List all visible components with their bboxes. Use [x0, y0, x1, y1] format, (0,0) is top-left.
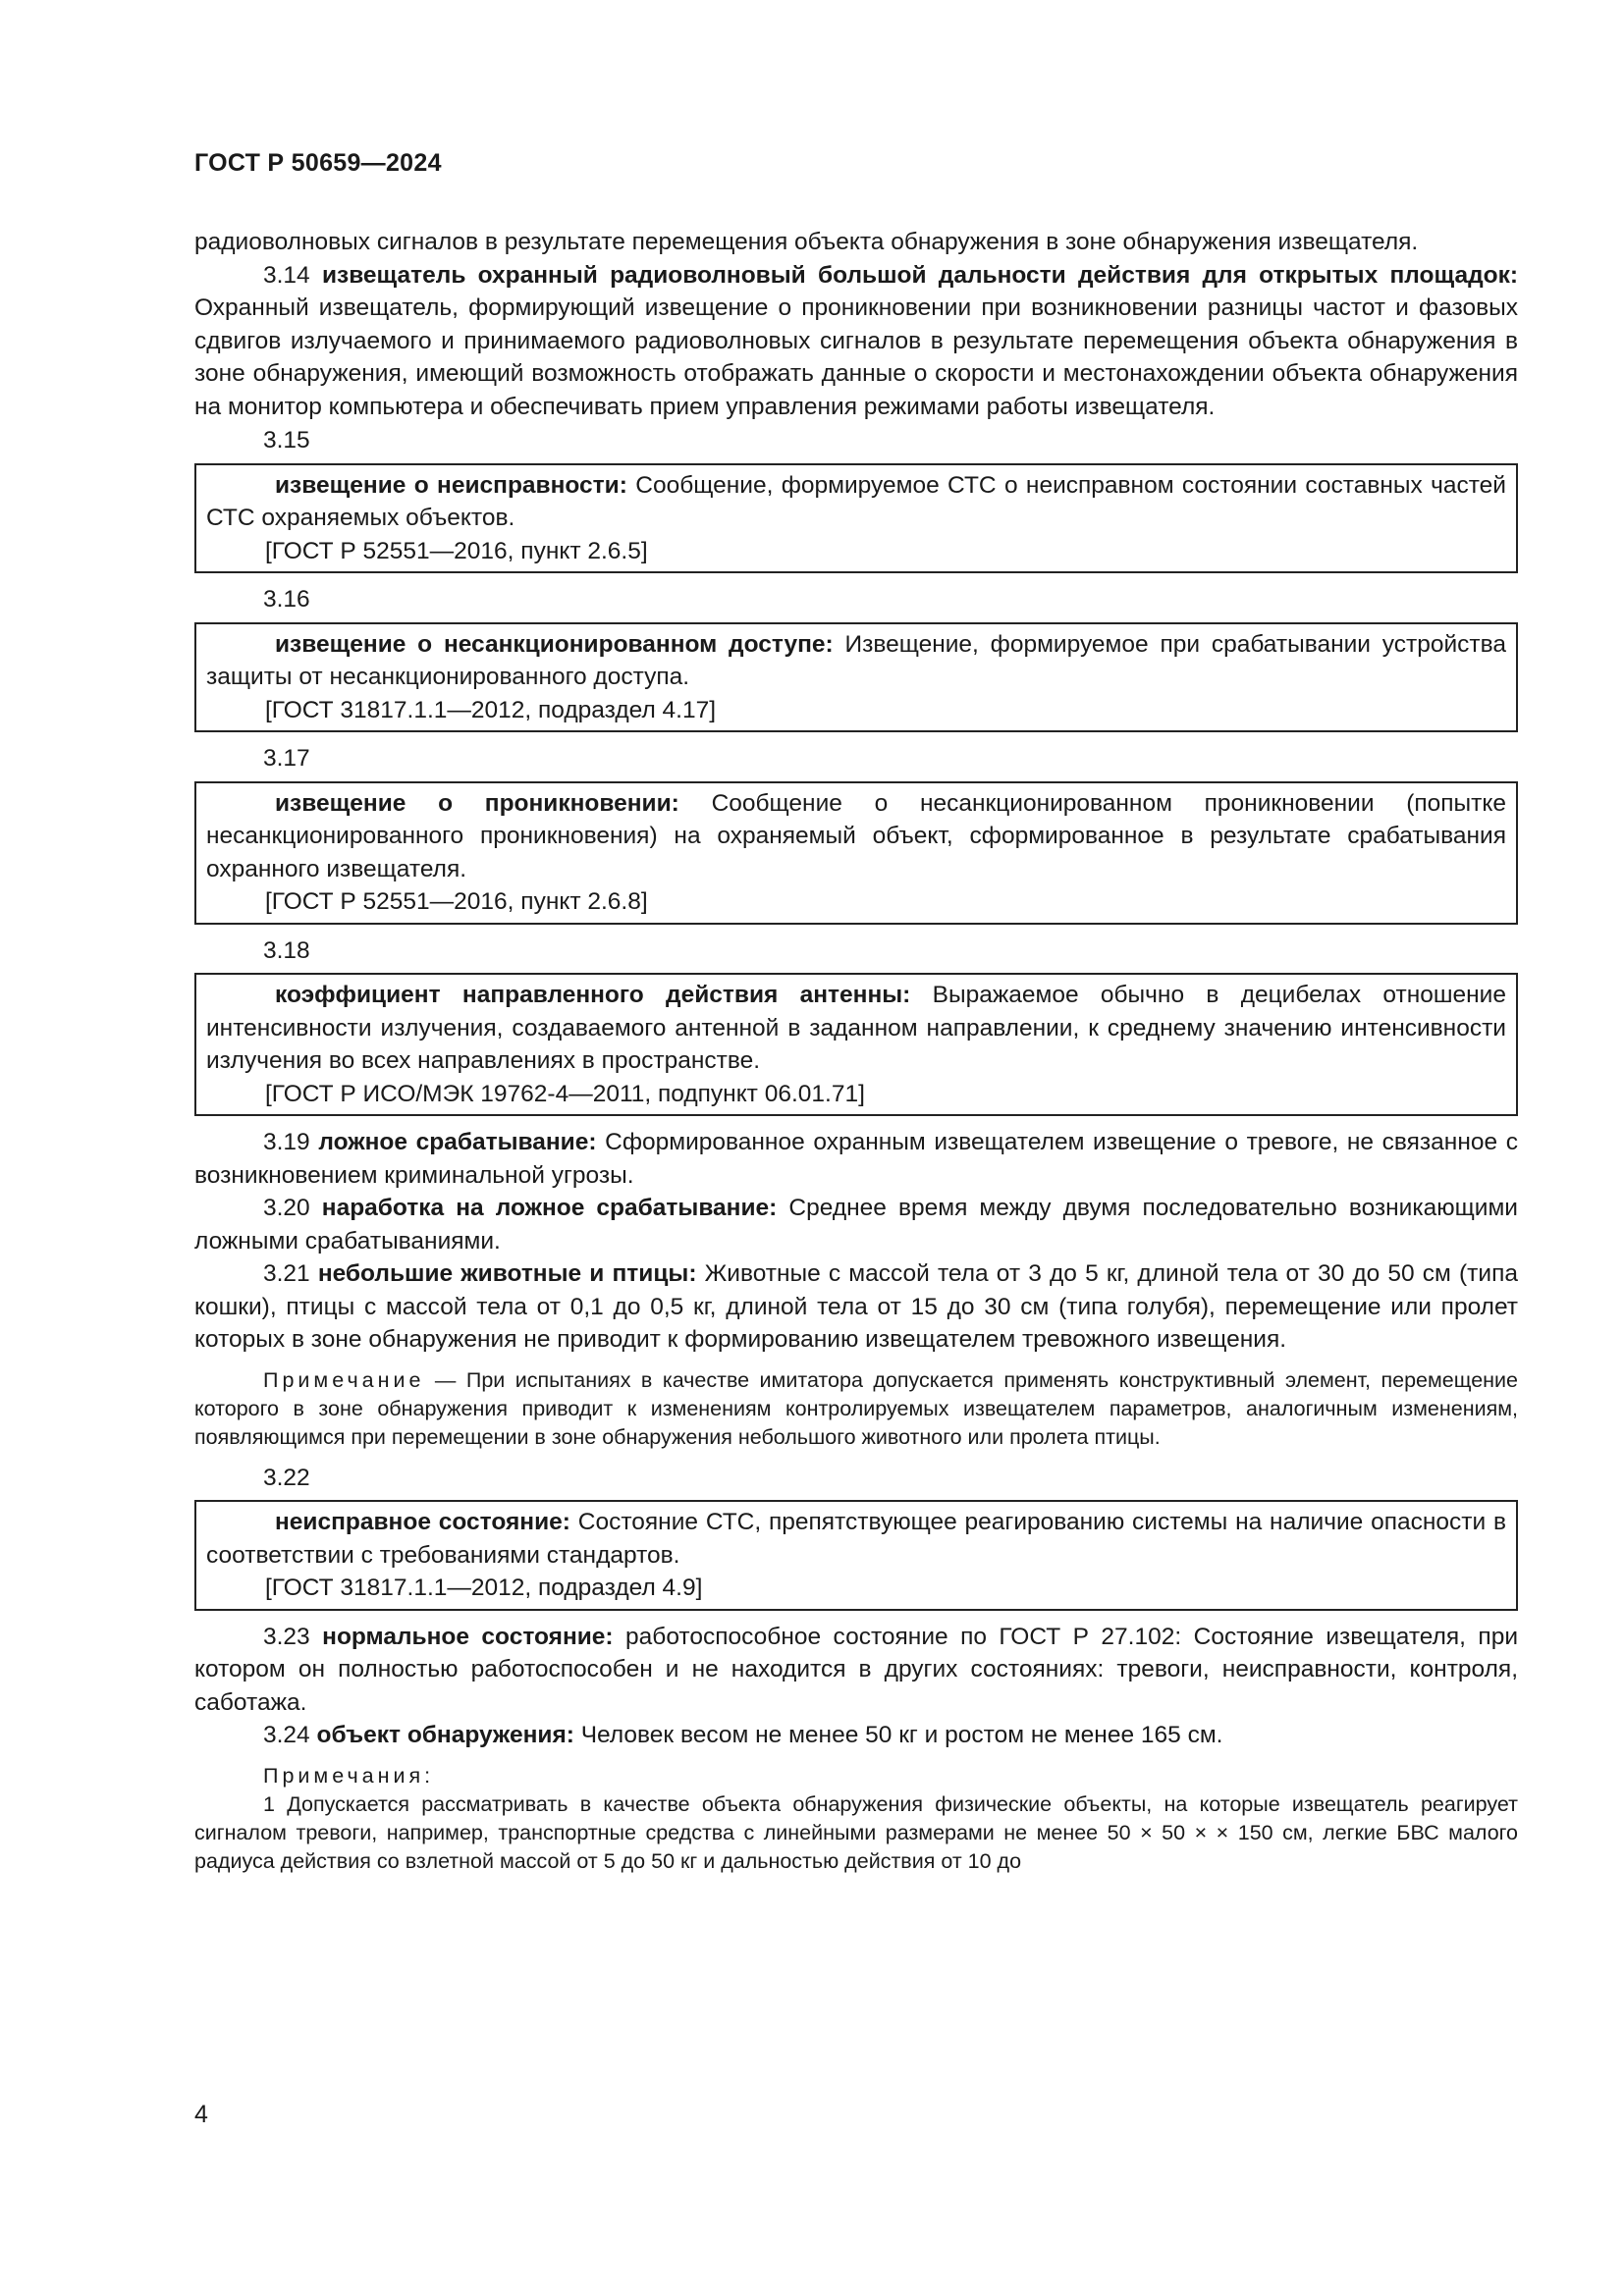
term-number-3-18: 3.18: [263, 936, 310, 964]
term-3-24: [194, 1719, 1518, 1752]
term-3-20: [194, 1192, 1518, 1257]
term-title: извещение о неисправности:: [275, 471, 627, 499]
note-3-21: [194, 1366, 1518, 1452]
term-source: [ГОСТ Р 52551—2016, пункт 2.6.5]: [265, 537, 648, 564]
term-title: нормальное состояние:: [322, 1623, 614, 1650]
document-body: [194, 226, 1518, 1876]
term-definition: Человек весом не менее 50 кг и ростом не менее 165 см.: [580, 1722, 1223, 1748]
term-box-3-22: [194, 1500, 1518, 1611]
term-definition: работоспособное состояние по ГОСТ Р 27.102: Состояние извещателя, при котором он полностью работоспособен и не находится в других состояниях: тревоги, неисправности, контроля, саботажа.: [194, 1623, 1519, 1716]
page-number: 4: [194, 2101, 208, 2128]
notes-3-24: [194, 1762, 1518, 1876]
term-box-3-18: [194, 973, 1518, 1116]
term-3-18: [206, 979, 1506, 1078]
term-definition: Выражаемое обычно в децибелах отношение интенсивности излучения, создаваемого антенной в заданном направлении, к среднему значению интенсивности излучения во всех направлениях в пространстве.: [206, 982, 1506, 1074]
term-3-16: [206, 628, 1506, 694]
term-title: ложное срабатывание:: [318, 1129, 597, 1155]
term-definition: Среднее время между двумя последовательно возникающими ложными срабатываниями.: [194, 1195, 1518, 1255]
term-title: извещатель охранный радиоволновый большой дальности действия для открытых площадок:: [321, 261, 1519, 289]
term-number: 3.23: [263, 1623, 310, 1650]
term-3-23: [194, 1621, 1518, 1720]
term-title: наработка на ложное срабатывание:: [321, 1195, 778, 1221]
term-definition: Животные с массой тела от 3 до 5 кг, длиной тела от 30 до 50 см (типа кошки), птицы с массой тела от 0,1 до 0,5 кг, длиной тела от 15 до 30 см (типа голубя), перемещение или пролет которых в зоне обнаружения не приводит к формированию извещателем тревожного извещения.: [194, 1260, 1518, 1353]
term-title: извещение о несанкционированном доступе:: [275, 630, 834, 658]
notes-label: Примечания:: [263, 1763, 435, 1788]
term-number: 3.21: [263, 1260, 310, 1287]
term-source: [ГОСТ Р 52551—2016, пункт 2.6.8]: [265, 888, 648, 915]
term-3-21: [194, 1257, 1518, 1357]
term-definition: Охранный извещатель, формирующий извещение о проникновении при возникновении разницы частот и фазовых сдвигов излучаемого и принимаемого радиоволновых сигналов в результате перемещения объекта обнаружения в зоне обнаружения, имеющий возможность отображать данные о скорости и местонахождении объекта обнаружения на монитор компьютера и обеспечивать прием управления режимами работы извещателя.: [194, 294, 1518, 420]
term-number-3-15: 3.15: [263, 427, 310, 454]
term-box-3-17: [194, 781, 1518, 925]
term-number-3-22: 3.22: [263, 1464, 310, 1491]
term-source: [ГОСТ 31817.1.1—2012, подраздел 4.9]: [265, 1575, 703, 1601]
term-definition: Извещение, формируемое при срабатывании устройства защиты от несанкционированного доступа.: [206, 630, 1506, 690]
term-box-3-15: [194, 463, 1518, 574]
term-title: небольшие животные и птицы:: [317, 1260, 697, 1287]
term-box-3-16: [194, 622, 1518, 733]
note-label: Примечание: [263, 1367, 425, 1392]
note-item-1: 1 Допускается рассматривать в качестве объекта обнаружения физические объекты, на которые извещатель реагирует сигналом тревоги, например, транспортные средства с линейными размерами не менее 50 × 50 × × 150 см, легкие БВС малого радиуса действия со взлетной массой от 5 до 50 кг и дальностью действия от 10 до: [194, 1791, 1518, 1873]
term-definition: Сообщение о несанкционированном проникновении (попытке несанкционированного проникновения) на охраняемый объект, сформированное в результате срабатывания охранного извещателя.: [206, 789, 1506, 882]
term-definition: Состояние СТС, препятствующее реагированию системы на наличие опасности в соответствии с требованиями стандартов.: [206, 1509, 1507, 1569]
term-source: [ГОСТ 31817.1.1—2012, подраздел 4.17]: [265, 696, 717, 723]
term-number: 3.19: [263, 1129, 310, 1155]
term-title: неисправное состояние:: [275, 1509, 570, 1535]
term-number-3-16: 3.16: [263, 586, 310, 613]
term-title: коэффициент направленного действия антенны:: [275, 982, 911, 1008]
term-3-14: [194, 259, 1518, 424]
term-definition: Сформированное охранным извещателем извещение о тревоге, не связанное с возникновением криминальной угрозы.: [194, 1129, 1518, 1189]
term-3-15: [206, 469, 1506, 535]
term-3-19: [194, 1126, 1518, 1192]
term-number-3-17: 3.17: [263, 745, 310, 772]
term-3-17: [206, 787, 1506, 886]
note-text: — При испытаниях в качестве имитатора допускается применять конструктивный элемент, перемещение которого в зоне обнаружения приводит к изменениям контролируемых извещателем параметров, аналогичным изменениям, появляющимся при перемещении в зоне обнаружения небольшого животного или пролета птицы.: [194, 1367, 1518, 1449]
term-number: 3.14: [263, 261, 310, 289]
term-title: извещение о проникновении:: [275, 789, 679, 817]
intro-paragraph: радиоволновых сигналов в результате перемещения объекта обнаружения в зоне обнаружения извещателя.: [194, 229, 1419, 255]
document-header: ГОСТ Р 50659—2024: [194, 149, 442, 177]
term-source: [ГОСТ Р ИСО/МЭК 19762-4—2011, подпункт 06.01.71]: [265, 1080, 865, 1107]
term-3-22: [206, 1506, 1506, 1572]
term-number: 3.20: [263, 1195, 310, 1221]
term-number: 3.24: [263, 1722, 310, 1748]
term-title: объект обнаружения:: [316, 1722, 574, 1748]
term-definition: Сообщение, формируемое СТС о неисправном состоянии составных частей СТС охраняемых объектов.: [206, 471, 1506, 531]
